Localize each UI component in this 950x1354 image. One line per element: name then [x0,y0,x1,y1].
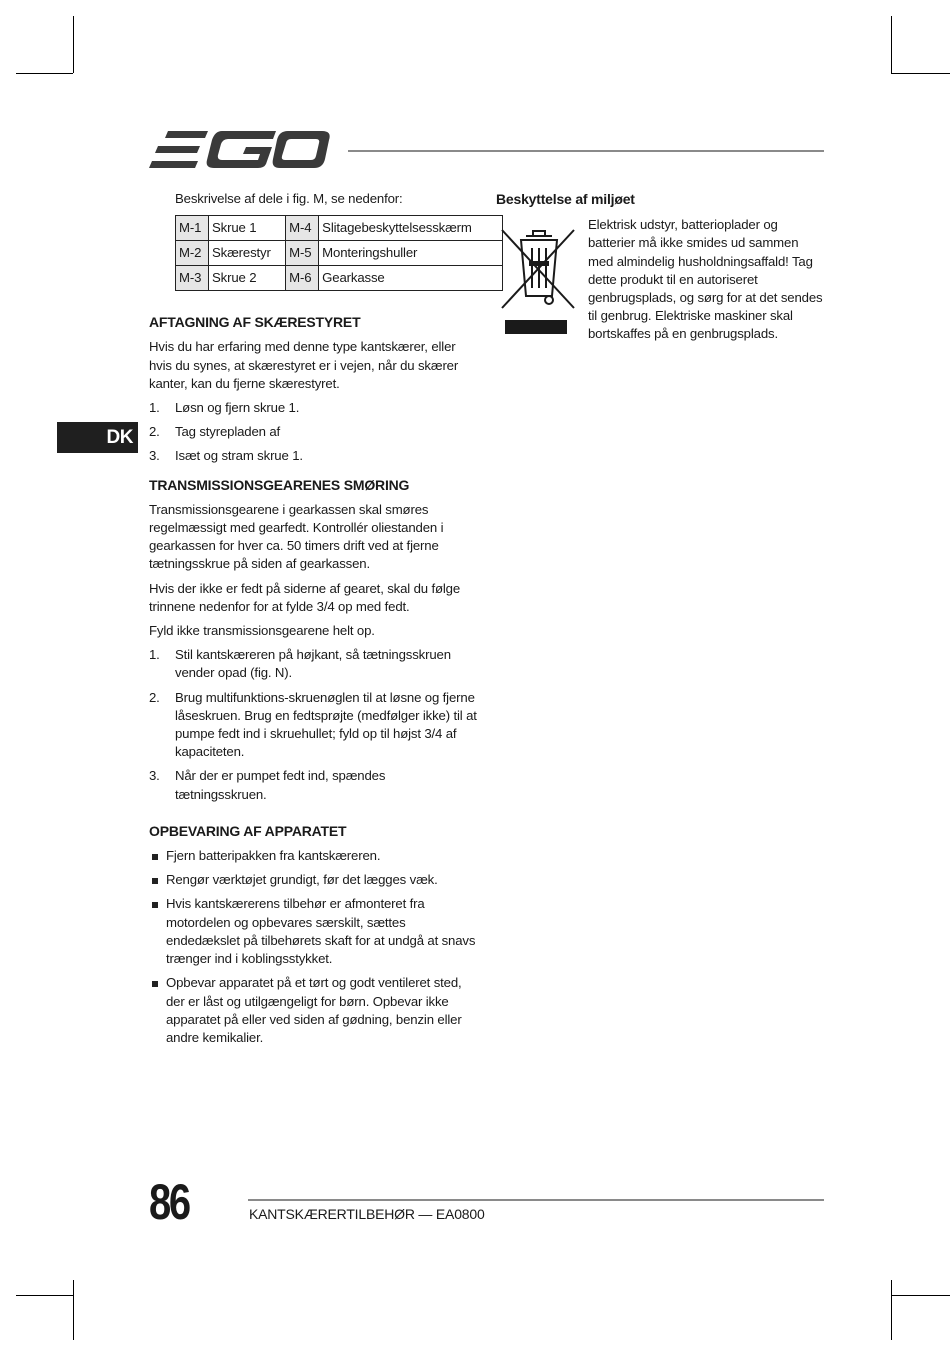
bullet-text: Rengør værktøjet grundigt, før det lægges væk. [166,872,438,888]
removal-steps [149,399,479,466]
step-text: Når der er pumpet fedt ind, spændes tætningsskruen. [175,768,386,802]
removal-heading: AFTAGNING AF SKÆRESTYRET [149,314,361,331]
parts-table [175,215,503,291]
list-item [149,646,479,682]
step-text: Løsn og fjern skrue 1. [175,400,300,416]
bullet-text: Hvis kantskærerens tilbehør er afmonteret fra motordelen og opbevares særskilt, sættes endedækslet på tilbehørets skaft for at undgå at snavs trænger ind i koblingsstykket. [166,896,476,967]
step-text: Isæt og stram skrue 1. [175,448,303,464]
part-name: Skrue 1 [209,216,286,241]
table-row [176,241,503,266]
part-code: M-3 [176,266,209,291]
part-name: Skrue 2 [209,266,286,291]
storage-heading: OPBEVARING AF APPARATET [149,822,347,839]
ego-logo-mark [148,128,332,172]
footer-rule [248,1199,824,1201]
lubrication-heading: TRANSMISSIONSGEARENES SMØRING [149,476,410,493]
step-number: 2. [149,689,160,705]
list-item [149,871,479,889]
environment-heading: Beskyttelse af miljøet [496,191,635,207]
step-text: Tag styrepladen af [175,424,281,440]
language-tab: DK [57,422,138,453]
lubrication-para: Fyld ikke transmissionsgearene helt op. [149,623,375,639]
part-code: M-1 [176,216,209,241]
lubrication-steps [149,646,479,804]
list-item [149,399,479,417]
step-text: Stil kantskæreren på højkant, så tætningsskruen vender opad (fig. N). [175,647,451,681]
list-item [149,847,479,865]
step-number: 3. [149,768,160,784]
footer-title: KANTSKÆRERTILBEHØR — EA0800 [249,1206,485,1222]
storage-bullets [149,847,479,1047]
bullet-square-icon [152,854,158,860]
bullet-text: Opbevar apparatet på et tørt og godt ventileret sted, der er låst og utilgængeligt for børn. Opbevar ikke apparatet på eller ved siden af gødning, benzin eller andre kemikalier. [166,975,462,1045]
removal-text: Hvis du har erfaring med denne type kantskærer, eller hvis du synes, at skærestyret er i vejen, når du skærer kanter, kan du fjerne skærestyret. [149,339,459,391]
ego-logo [148,128,332,177]
list-item [149,689,479,762]
parts-intro: Beskrivelse af dele i fig. M, se nedenfor: [175,191,403,206]
part-name: Monteringshuller [319,241,503,266]
part-code: M-4 [286,216,319,241]
page-number: 86 [149,1174,189,1230]
table-row [176,216,503,241]
list-item [149,974,479,1047]
list-item [149,767,479,803]
bullet-text: Fjern batteripakken fra kantskæreren. [166,848,381,864]
step-number: 3. [149,448,160,464]
bullet-square-icon [152,878,158,884]
environment-text: Elektrisk udstyr, batterioplader og batterier må ikke smides ud sammen med almindelig husholdningsaffald! Tag dette produkt til en autoriseret genbrugsplads, og sørg for at det sendes til genbrug. Elektriske maskiner skal bortskaffes på en genbrugsplads. [588,217,823,342]
step-number: 2. [149,424,160,440]
weee-bar [505,320,567,334]
lubrication-para: Hvis der ikke er fedt på siderne af gearet, skal du følge trinnene nedenfor for at fylde 3/4 op med fedt. [149,580,461,614]
list-item [149,423,479,441]
part-code: M-5 [286,241,319,266]
list-item [149,447,479,465]
left-column [149,190,479,1053]
crossed-out-wheelie-bin-icon [496,216,580,349]
environment-body [496,216,826,349]
part-code: M-2 [176,241,209,266]
step-text: Brug multifunktions-skruenøglen til at løsne og fjerne låseskruen. Brug en fedtsprøjte (medfølger ikke) til at pumpe fedt ind i skruehullet; fyld op til højst 3/4 af kapaciteten. [175,689,477,760]
right-column [496,190,826,350]
step-number: 1. [149,400,160,416]
weee-symbol [496,216,580,316]
bullet-square-icon [152,902,158,908]
part-name: Skærestyr [209,241,286,266]
header-rule [348,150,824,152]
part-name: Slitagebeskyttelsesskærm [319,216,503,241]
part-name: Gearkasse [319,266,503,291]
list-item [149,895,479,968]
bullet-square-icon [152,981,158,987]
table-row [176,266,503,291]
part-code: M-6 [286,266,319,291]
lubrication-para: Transmissionsgearene i gearkassen skal smøres regelmæssigt med gearfedt. Kontrollér oliestanden i gearkassen for hver ca. 50 timers drift ved at fjerne tætningsskrue på siden af gearkassen. [149,501,444,572]
step-number: 1. [149,647,160,663]
